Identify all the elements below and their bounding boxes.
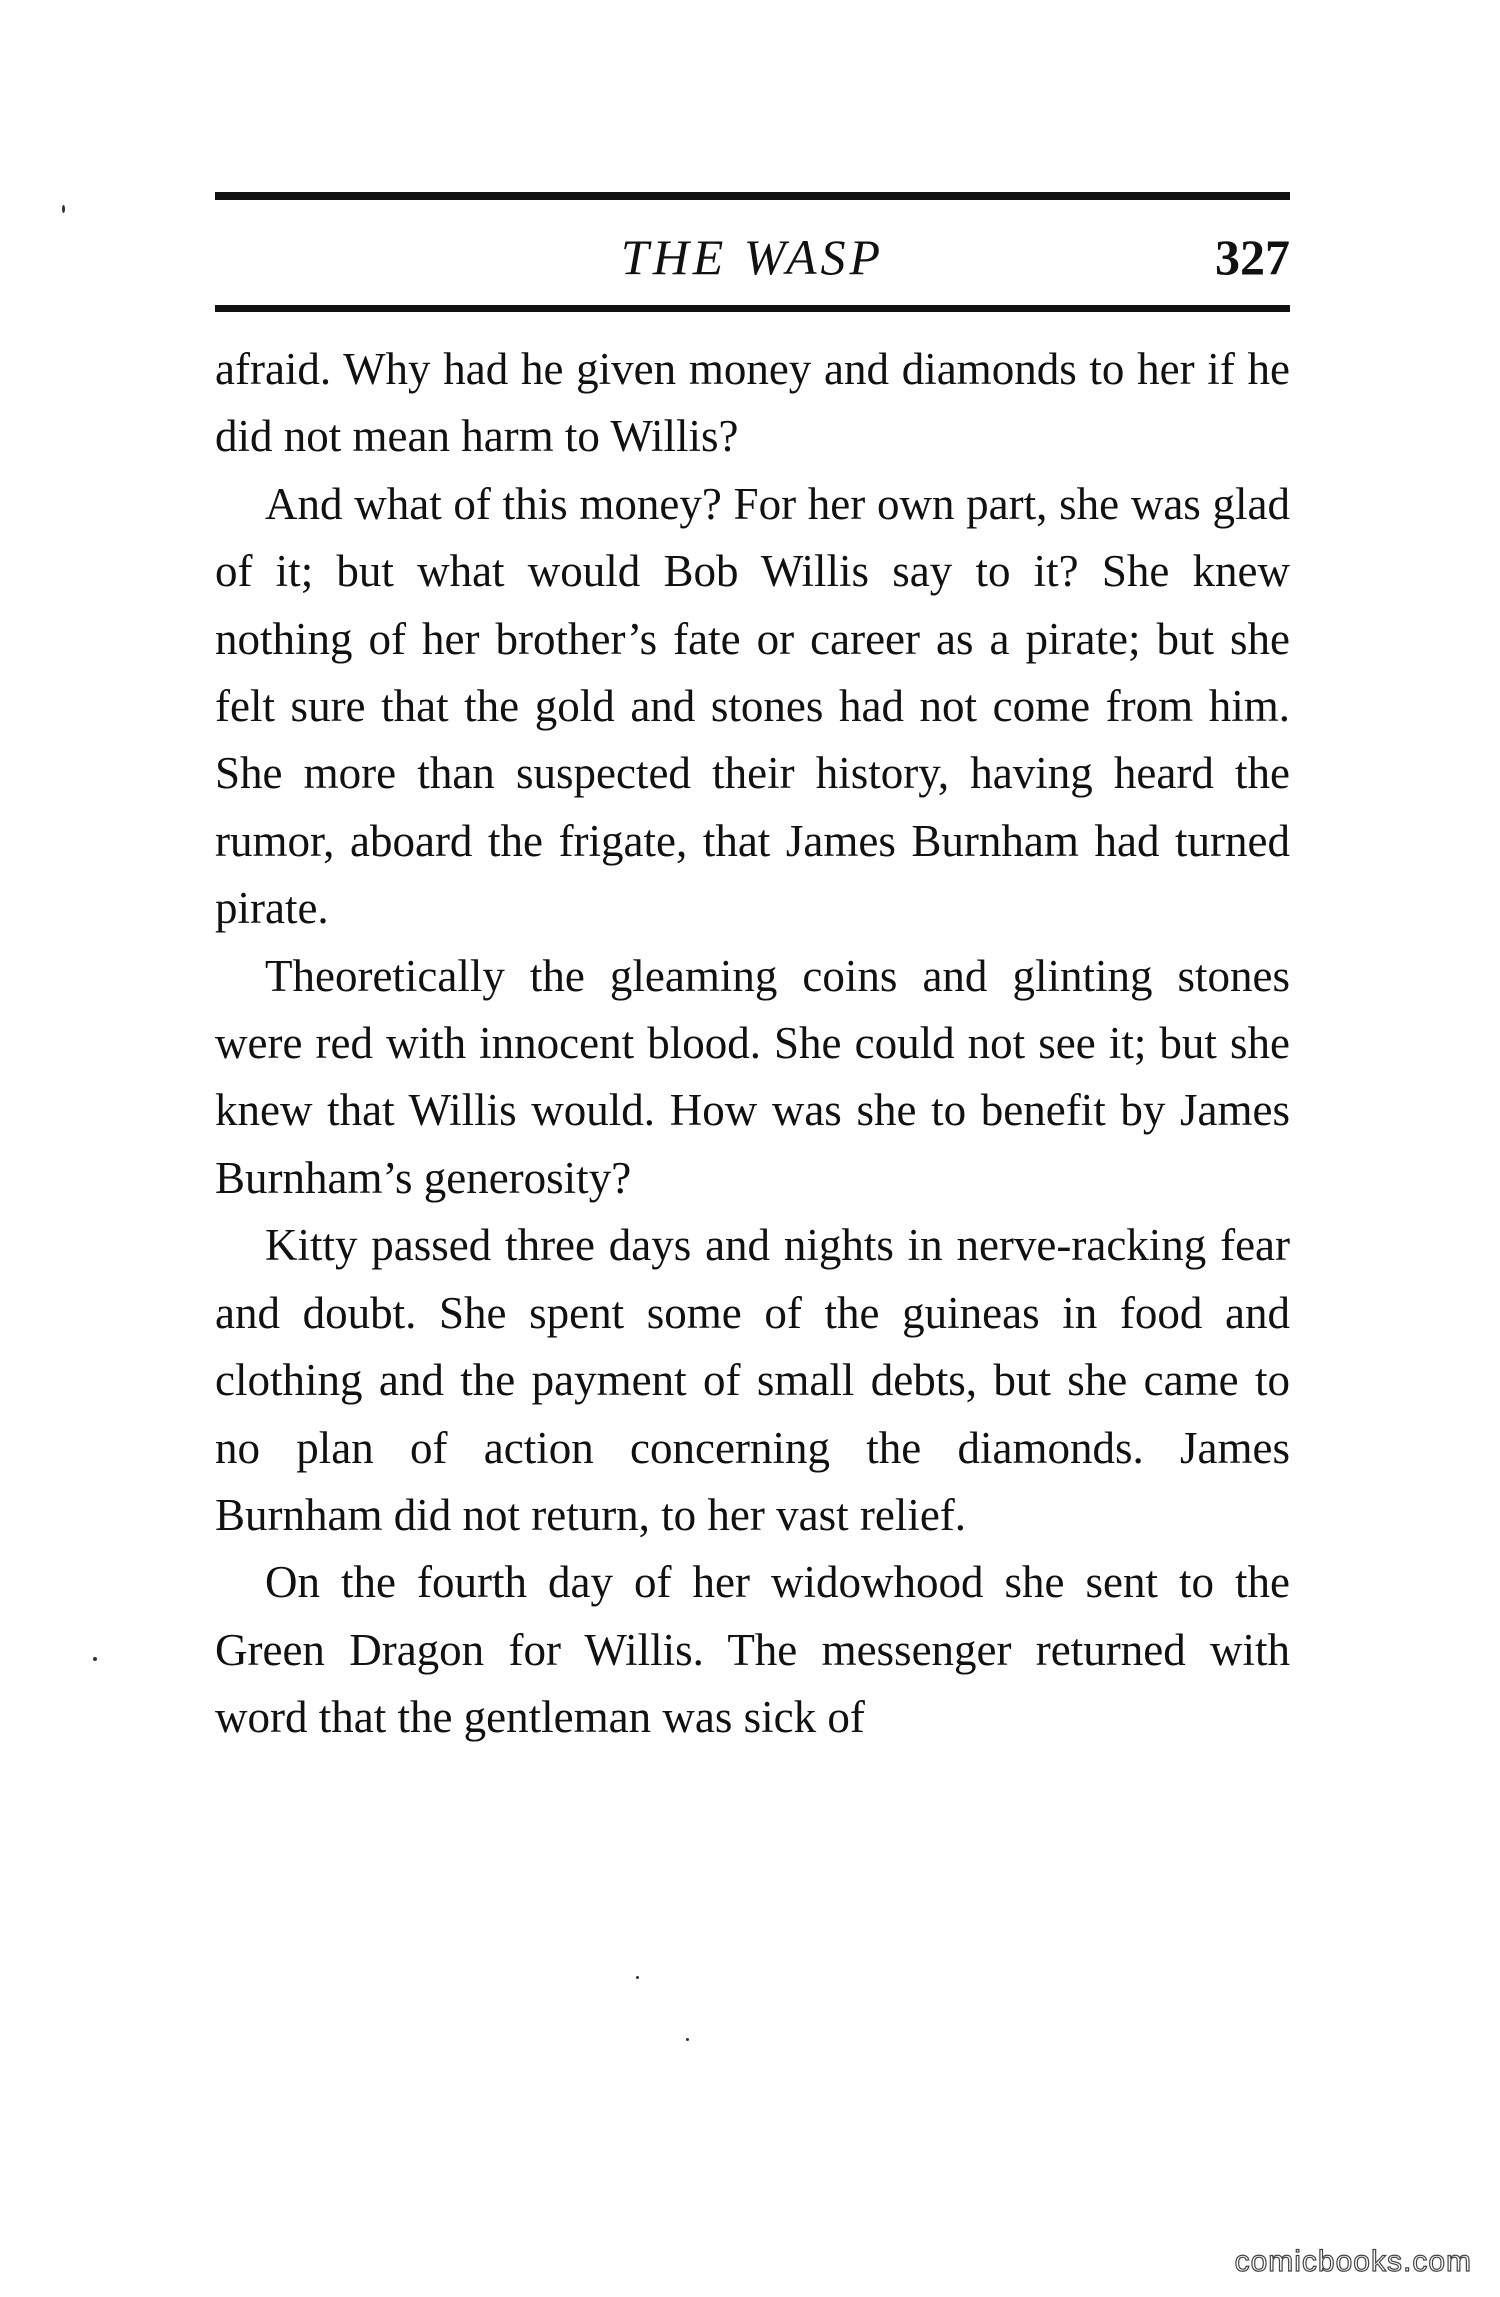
- paragraph-2: And what of this money? For her own part, she was glad of it; but what would Bob Willis say to it? She knew nothing of her brother’s fate or career as a pirate; but she felt sure that the gold and stones had not come from him. She more than suspected their history, having heard the rumor, aboard the frigate, that James Burnham had turned pirate.: [215, 478, 1290, 934]
- header-bottom-rule: [215, 305, 1290, 312]
- watermark: comicbooks.com: [1234, 2245, 1472, 2278]
- running-title: THE WASP: [620, 229, 885, 285]
- scan-speck: [62, 205, 65, 213]
- body-text: [215, 336, 1290, 1752]
- scan-speck: [686, 2038, 689, 2041]
- paragraph-3: Theoretically the gleaming coins and glinting stones were red with innocent blood. She could not see it; but she knew that Willis would. How was she to benefit by James Burnham’s generosity?: [215, 950, 1290, 1203]
- paragraph-1: afraid. Why had he given money and diamonds to her if he did not mean harm to Willis?: [215, 344, 1290, 462]
- header-top-rule: [215, 192, 1290, 200]
- scan-speck: [636, 1976, 639, 1979]
- paragraph-5: On the fourth day of her widowhood she sent to the Green Dragon for Willis. The messenger returned with word that the gentleman was sick of: [215, 1557, 1290, 1743]
- paragraph-4: Kitty passed three days and nights in nerve-racking fear and doubt. She spent some of the guineas in food and clothing and the payment of small debts, but she came to no plan of action concerning the diamonds. James Burnham did not return, to her vast relief.: [215, 1220, 1290, 1540]
- page-number: 327: [1215, 229, 1290, 285]
- scan-speck: [93, 1657, 97, 1661]
- running-header: [215, 222, 1290, 292]
